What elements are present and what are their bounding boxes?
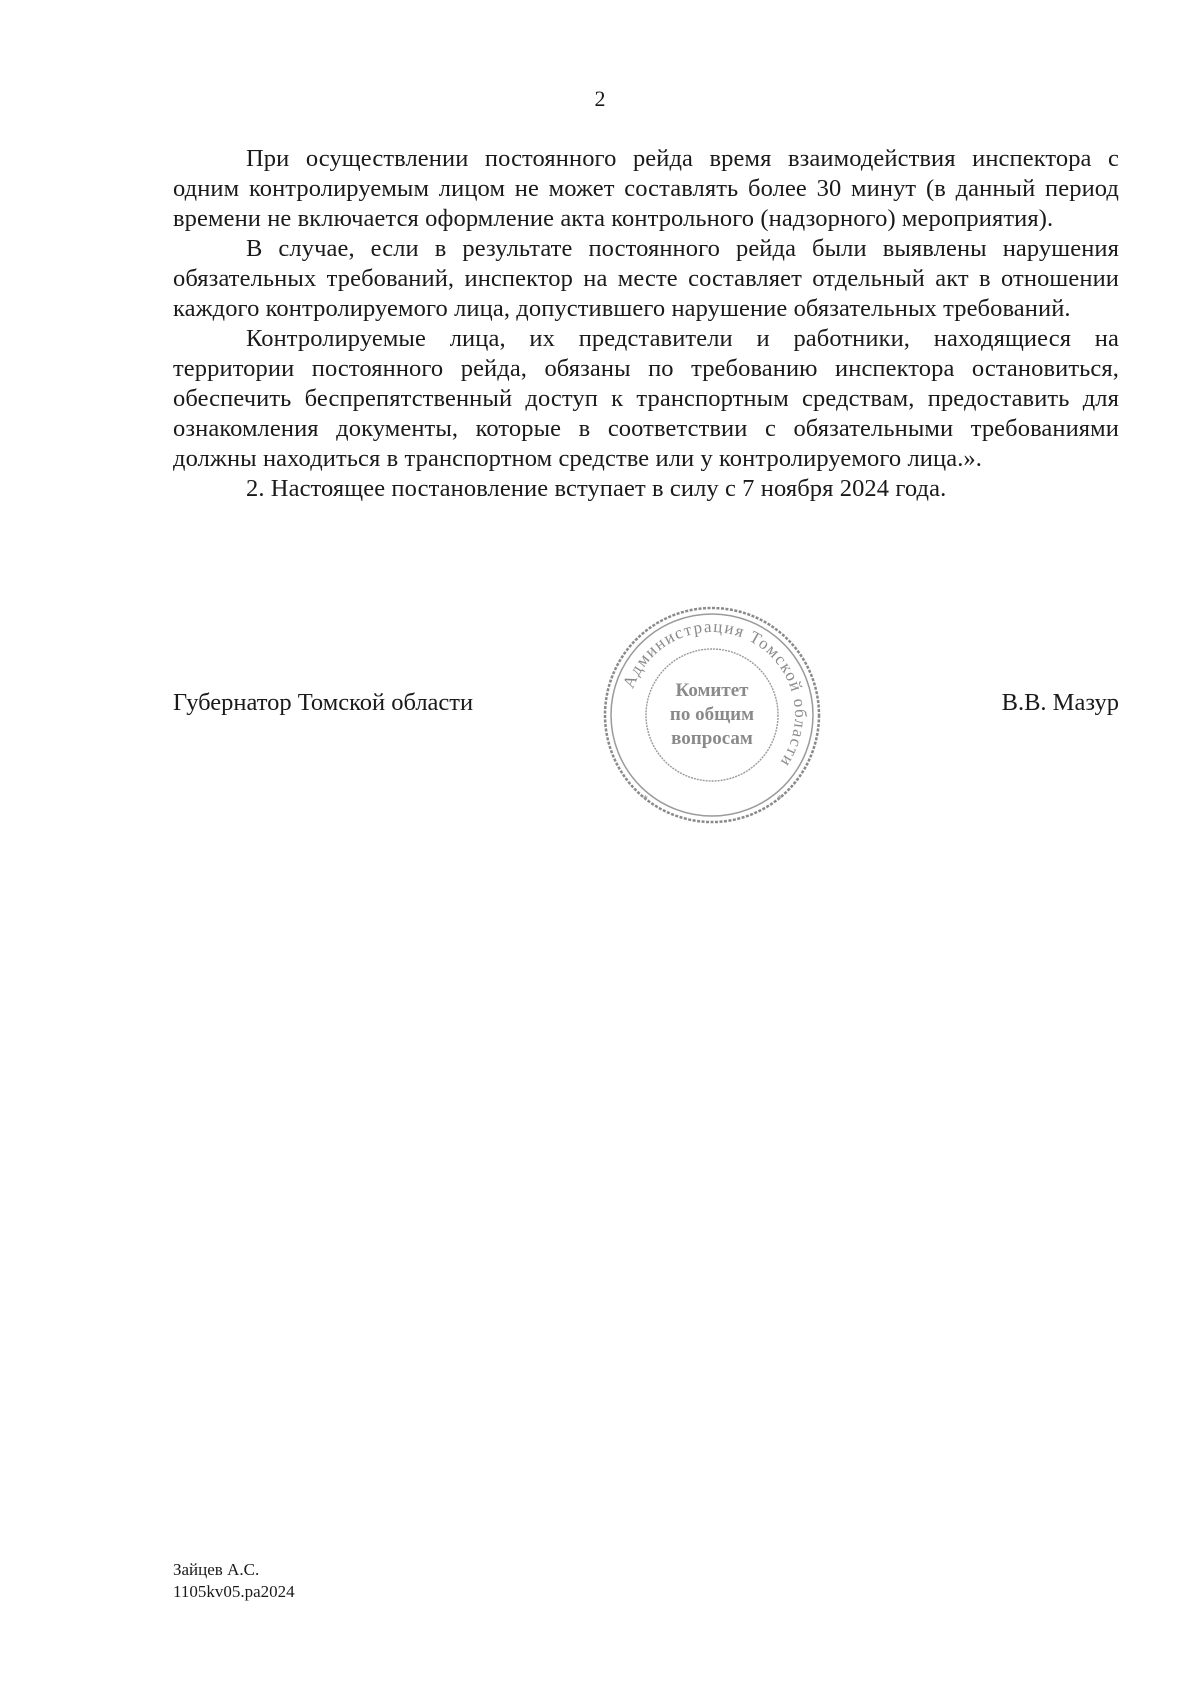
stamp-seal-icon (601, 604, 823, 826)
stamp-line-1: Комитет (675, 680, 749, 701)
paragraph-effective-date: 2. Настоящее постановление вступает в силу с 7 ноября 2024 года. (246, 475, 947, 502)
page-number: 2 (594, 86, 606, 111)
document-body (173, 144, 1119, 504)
svg-text:*: * (777, 794, 782, 805)
executor-name: Зайцев А.С. (173, 1560, 260, 1579)
signatory-position: Губернатор Томской области (173, 689, 474, 716)
signatory-name: В.В. Мазур (1001, 689, 1119, 716)
file-code: 1105kv05.pa2024 (173, 1582, 295, 1601)
paragraph-obligations: Контролируемые лица, их представители и работники, находящиеся на территории постоянного рейда, обязаны по требованию инспектора остановиться, обеспечить беспрепятственный доступ к транспортным средствам, предоставить для ознакомления документы, которые в соответствии с обязательными требованиями должны находиться в транспортном средстве или у контролируемого лица.». (173, 325, 1119, 472)
paragraph-raid-duration: При осуществлении постоянного рейда время взаимодействия инспектора с одним контролируемым лицом не может составлять более 30 минут (в данный период времени не включается оформление акта контрольного (надзорного) мероприятия). (173, 145, 1119, 232)
stamp-line-2: по общим (669, 704, 755, 725)
stamp-line-3: вопросам (671, 728, 753, 749)
svg-text:*: * (643, 794, 648, 805)
paragraph-violations-act: В случае, если в результате постоянного рейда были выявлены нарушения обязательных требований, инспектор на месте составляет отдельный акт в отношении каждого контролируемого лица, допустившего нарушение обязательных требований. (173, 235, 1119, 322)
official-stamp (601, 604, 823, 826)
svg-text:Администрация Томской области: Администрация Томской области (618, 616, 811, 772)
footer-executor-info (173, 1559, 295, 1603)
